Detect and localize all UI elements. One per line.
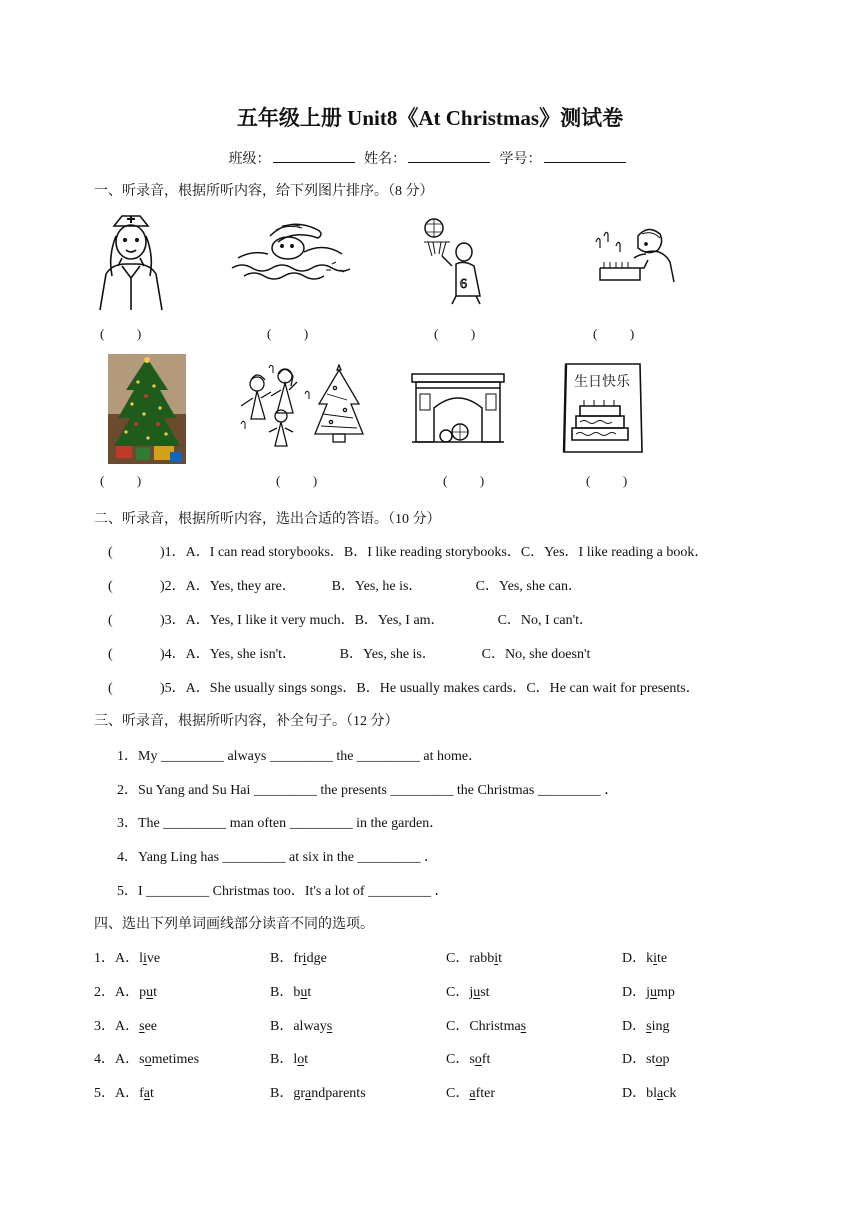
piano-picture	[590, 224, 680, 294]
fill-sentence-2: 2．Su Yang and Su Hai _________ the presents _________ the Christmas _________ ．	[117, 783, 619, 798]
phonics-option-2-c[interactable]: C．just	[446, 985, 490, 1000]
pic6-answer[interactable]: ( )	[276, 473, 318, 488]
q2-item-2: ( )2．A．Yes, they are． B．Yes, he is． C．Yes, she can．	[108, 579, 582, 594]
name-label: 姓名：	[364, 152, 406, 167]
birthday-card-picture	[560, 362, 646, 456]
swimming-picture	[230, 218, 350, 284]
class-blank[interactable]	[273, 150, 355, 163]
pic4-answer[interactable]: ( )	[593, 326, 635, 341]
q2-item-3: ( )3．A．Yes, I like it very much．B．Yes, I am． C．No, I can't．	[108, 613, 594, 628]
card-text: 生日快乐	[574, 374, 630, 390]
phonics-option-5-c[interactable]: C．after	[446, 1086, 495, 1101]
section4-heading: 四、选出下列单词画线部分读音不同的选项。	[94, 917, 374, 932]
class-label: 班级：	[228, 152, 271, 167]
svg-text:6: 6	[460, 277, 467, 292]
phonics-option-3-a[interactable]: 3．A．see	[94, 1019, 158, 1034]
id-label: 学号：	[499, 152, 542, 167]
phonics-option-1-c[interactable]: C．rabbit	[446, 951, 502, 966]
pic2-answer[interactable]: ( )	[267, 326, 309, 341]
phonics-option-2-d[interactable]: D．jump	[622, 985, 675, 1000]
arch-picture	[410, 372, 506, 444]
phonics-option-1-b[interactable]: B．fridge	[270, 951, 327, 966]
phonics-option-4-b[interactable]: B．lot	[270, 1052, 309, 1067]
phonics-option-3-d[interactable]: D．sing	[622, 1019, 670, 1034]
fill-sentence-5: 5．I _________ Christmas too．It's a lot of _________ ．	[117, 884, 449, 899]
phonics-option-5-b[interactable]: B．grandparents	[270, 1086, 366, 1101]
pic3-answer[interactable]: ( )	[434, 326, 476, 341]
phonics-option-5-a[interactable]: 5．A．fat	[94, 1086, 154, 1101]
fill-sentence-4: 4．Yang Ling has _________ at six in the _________ ．	[117, 850, 438, 865]
section3-heading: 三、听录音，根据所听内容，补全句子。（12 分）	[94, 714, 399, 729]
nurse-picture	[92, 212, 170, 312]
fill-sentence-3: 3．The _________ man often _________ in the garden．	[117, 816, 444, 831]
fill-sentence-1: 1．My _________ always _________ the _________ at home．	[117, 749, 483, 764]
q2-item-4: ( )4．A．Yes, she isn't． B．Yes, she is． C．No, she doesn't	[108, 647, 591, 662]
section2-heading: 二、听录音，根据所听内容，选出合适的答语。（10 分）	[94, 512, 441, 527]
q2-item-1: ( )1．A．I can read storybooks．B．I like reading storybooks．C．Yes．I like reading a book．	[108, 545, 709, 560]
section1-heading: 一、听录音，根据所听内容，给下列图片排序。（8 分）	[94, 184, 434, 199]
phonics-option-4-c[interactable]: C．soft	[446, 1052, 491, 1067]
phonics-option-1-d[interactable]: D．kite	[622, 951, 668, 966]
phonics-option-1-a[interactable]: 1．A．live	[94, 951, 161, 966]
pic8-answer[interactable]: ( )	[586, 473, 628, 488]
phonics-option-3-c[interactable]: C．Christmas	[446, 1019, 527, 1034]
phonics-option-5-d[interactable]: D．black	[622, 1086, 677, 1101]
phonics-option-3-b[interactable]: B．always	[270, 1019, 333, 1034]
phonics-option-2-a[interactable]: 2．A．put	[94, 985, 158, 1000]
name-blank[interactable]	[408, 150, 490, 163]
christmas-tree-photo	[108, 354, 186, 464]
pic1-answer[interactable]: ( )	[100, 326, 142, 341]
id-blank[interactable]	[544, 150, 626, 163]
pic7-answer[interactable]: ( )	[443, 473, 485, 488]
basketball-picture	[420, 216, 490, 306]
student-info	[0, 148, 860, 168]
phonics-option-4-d[interactable]: D．stop	[622, 1052, 670, 1067]
dancing-picture	[235, 364, 365, 454]
phonics-option-4-a[interactable]: 4．A．sometimes	[94, 1052, 200, 1067]
phonics-option-2-b[interactable]: B．but	[270, 985, 312, 1000]
q2-item-5: ( )5．A．She usually sings songs．B．He usually makes cards．C．He can wait for presents．	[108, 681, 700, 696]
page-title: 五年级上册 Unit8《At Christmas》测试卷	[236, 106, 624, 130]
pic5-answer[interactable]: ( )	[100, 473, 142, 488]
